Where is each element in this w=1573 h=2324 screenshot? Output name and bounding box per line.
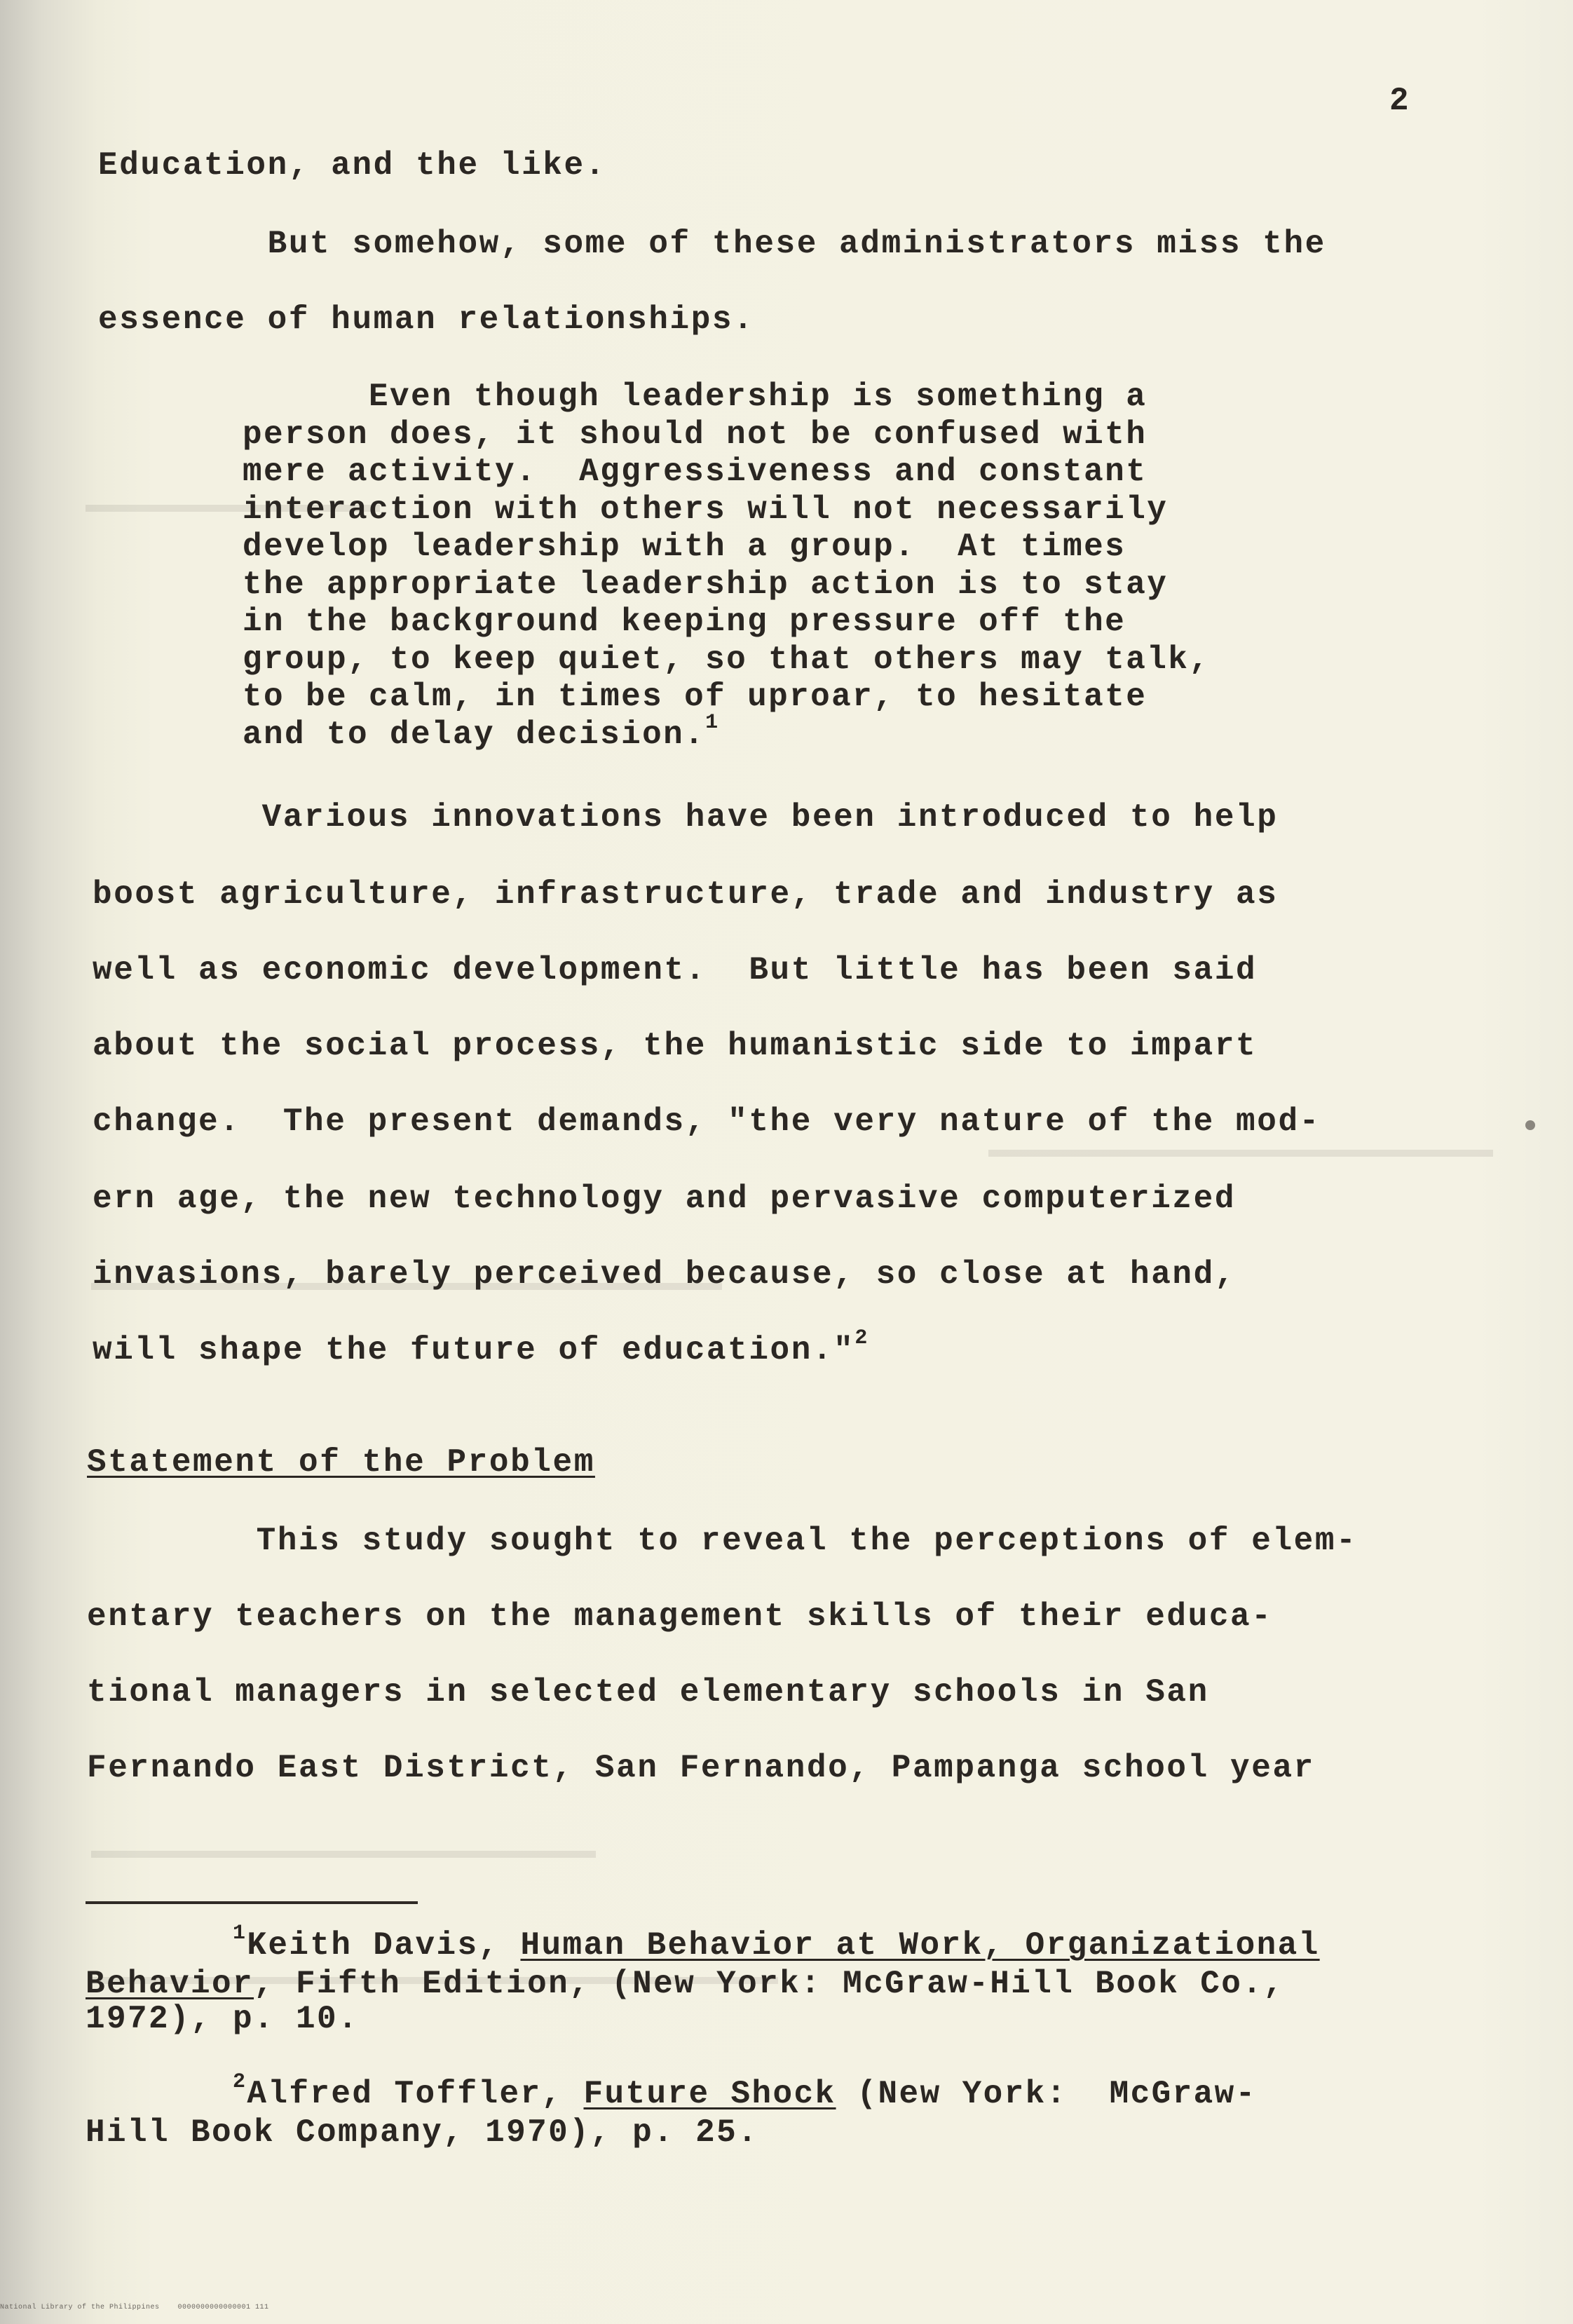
block-quote (243, 379, 1210, 757)
body-line: ern age, the new technology and pervasive computerized (93, 1181, 1237, 1217)
body-line: Education, and the like. (98, 147, 606, 184)
body-line: boost agriculture, infrastructure, trade and industry as (93, 876, 1279, 913)
footnote-2 (86, 2070, 1257, 2151)
body-line: Fernando East District, San Fernando, Pampanga school year (87, 1750, 1315, 1786)
body-line: change. The present demands, "the very nature of the mod- (93, 1103, 1321, 1140)
page-number: 2 (1389, 83, 1409, 119)
quote-line: interaction with others will not necessarily (243, 491, 1169, 528)
quote-line: the appropriate leadership action is to stay (243, 566, 1169, 603)
section-heading: Statement of the Problem (87, 1444, 595, 1481)
quote-line: in the background keeping pressure off the (243, 604, 1126, 640)
body-line: entary teachers on the management skills of their educa- (87, 1598, 1273, 1635)
quote-line: person does, it should not be confused with (243, 416, 1148, 453)
body-line: essence of human relationships. (98, 301, 755, 338)
quote-line: mere activity. Aggressiveness and constant (243, 454, 1148, 490)
footnote-1-publisher: , Fifth Edition, (New York: McGraw-Hill Book Co., (254, 1966, 1285, 2002)
footnote-1-author: Keith Davis, (247, 1927, 521, 1964)
footnote-1-year-page: 1972), p. 10. (86, 2001, 360, 2037)
quote-line: Even though leadership is something a (243, 379, 1148, 415)
scan-speck (1525, 1120, 1535, 1130)
body-line: well as economic development. But little has been said (93, 952, 1258, 988)
body-line-text: will shape the future of education." (93, 1332, 855, 1368)
quote-line: develop leadership with a group. At times (243, 529, 1126, 565)
footnote-1 (86, 1922, 1320, 2037)
body-line: But somehow, some of these administrators miss the (98, 226, 1326, 262)
footnote-1-title-cont: Behavior (86, 1966, 254, 2002)
footnote-2-author: Alfred Toffler, (247, 2076, 584, 2112)
body-line: Various innovations have been introduced to help (93, 799, 1279, 836)
quote-line: to be calm, in times of uproar, to hesitate (243, 679, 1148, 715)
quote-line: group, to keep quiet, so that others may talk, (243, 641, 1211, 678)
body-line-last (93, 1326, 869, 1368)
body-line: invasions, barely perceived because, so close at hand, (93, 1256, 1237, 1293)
footnote-separator (86, 1901, 418, 1904)
footnote-2-publisher: (New York: McGraw- (836, 2076, 1257, 2112)
footnote-1-title: Human Behavior at Work, Organizational (520, 1927, 1320, 1964)
footnote-1-marker: 1 (233, 1922, 247, 1945)
body-line: tional managers in selected elementary schools in San (87, 1674, 1209, 1711)
body-line: This study sought to reveal the perceptions of elem- (87, 1523, 1358, 1559)
footnote-ref-2: 2 (854, 1326, 869, 1350)
quote-line: and to delay decision. (243, 716, 706, 753)
footnote-2-marker: 2 (233, 2070, 247, 2094)
footnote-2-year-page: Hill Book Company, 1970), p. 25. (86, 2114, 759, 2151)
body-line: about the social process, the humanistic side to impart (93, 1028, 1258, 1064)
footnote-ref-1: 1 (705, 710, 720, 735)
footnote-2-title: Future Shock (583, 2076, 836, 2112)
scan-footer: National Library of the Philippines 0000000000000001 111 (0, 2304, 269, 2311)
